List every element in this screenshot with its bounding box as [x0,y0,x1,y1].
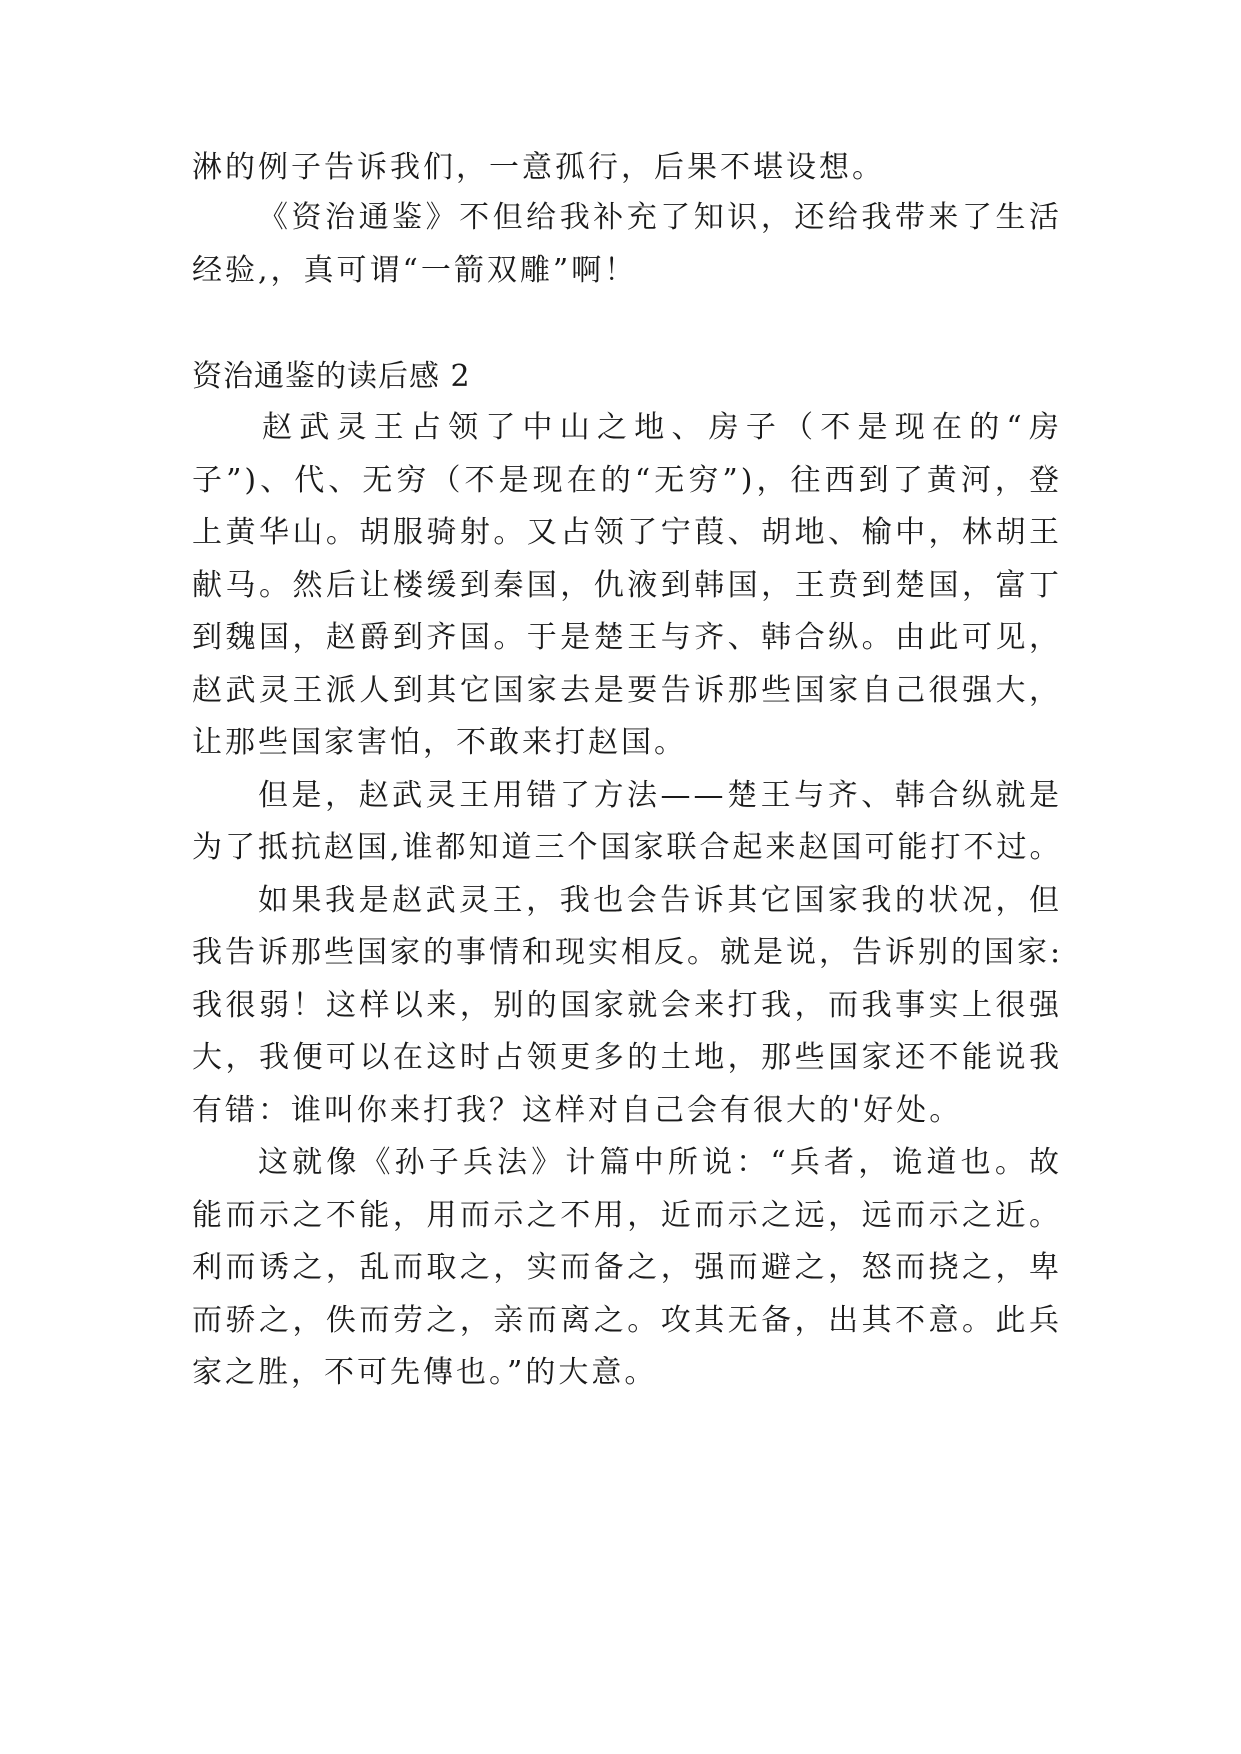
paragraph-line: 到魏国，赵爵到齐国。于是楚王与齐、韩合纵。由此可见， [192,620,1062,655]
paragraph-line: 如果我是赵武灵王，我也会告诉其它国家我的状况，但 [258,883,1062,918]
paragraph-line: 但是，赵武灵王用错了方法——楚王与齐、韩合纵就是 [258,778,1062,813]
paragraph-line: 而骄之，佚而劳之，亲而离之。攻其无备，出其不意。此兵 [192,1303,1062,1338]
paragraph-line: 献马。然后让楼缓到秦国，仇液到韩国，王贲到楚国，富丁 [192,568,1062,603]
paragraph-line: 有错：谁叫你来打我？这样对自己会有很大的'好处。 [192,1093,963,1128]
paragraph-line: 这就像《孙子兵法》计篇中所说：“兵者，诡道也。故 [258,1145,1062,1180]
paragraph-line: 淋的例子告诉我们，一意孤行，后果不堪设想。 [192,150,885,185]
paragraph-line: 让那些国家害怕，不敢来打赵国。 [192,725,687,760]
paragraph-line: 大，我便可以在这时占领更多的土地，那些国家还不能说我 [192,1040,1062,1075]
paragraph-line: 我告诉那些国家的事情和现实相反。就是说，告诉别的国家: [192,935,1064,970]
paragraph-line: 赵武灵王占领了中山之地、房子（不是现在的“房 [262,410,1062,445]
paragraph-line: 我很弱！这样以来，别的国家就会来打我，而我事实上很强 [192,988,1062,1023]
paragraph-line: 家之胜，不可先傳也。”的大意。 [192,1355,658,1390]
paragraph-line: 为了抵抗赵国,谁都知道三个国家联合起来赵国可能打不过。 [192,830,1063,865]
paragraph-line: 利而诱之，乱而取之，实而备之，强而避之，怒而挠之，卑 [192,1250,1062,1285]
paragraph-line: 《资治通鉴》不但给我补充了知识，还给我带来了生活 [258,200,1062,235]
paragraph-line: 赵武灵王派人到其它国家去是要告诉那些国家自己很强大， [192,673,1062,708]
paragraph-line: 经验,，真可谓“一箭双雕”啊！ [192,253,638,288]
section-heading: 资治通鉴的读后感 2 [192,359,471,394]
paragraph-line: 上黄华山。胡服骑射。又占领了宁葭、胡地、榆中，林胡王 [192,515,1062,550]
paragraph-line: 能而示之不能，用而示之不用，近而示之远，远而示之近。 [192,1198,1062,1233]
paragraph-line: 子”)、代、无穷（不是现在的“无穷”)，往西到了黄河，登 [192,463,1062,498]
